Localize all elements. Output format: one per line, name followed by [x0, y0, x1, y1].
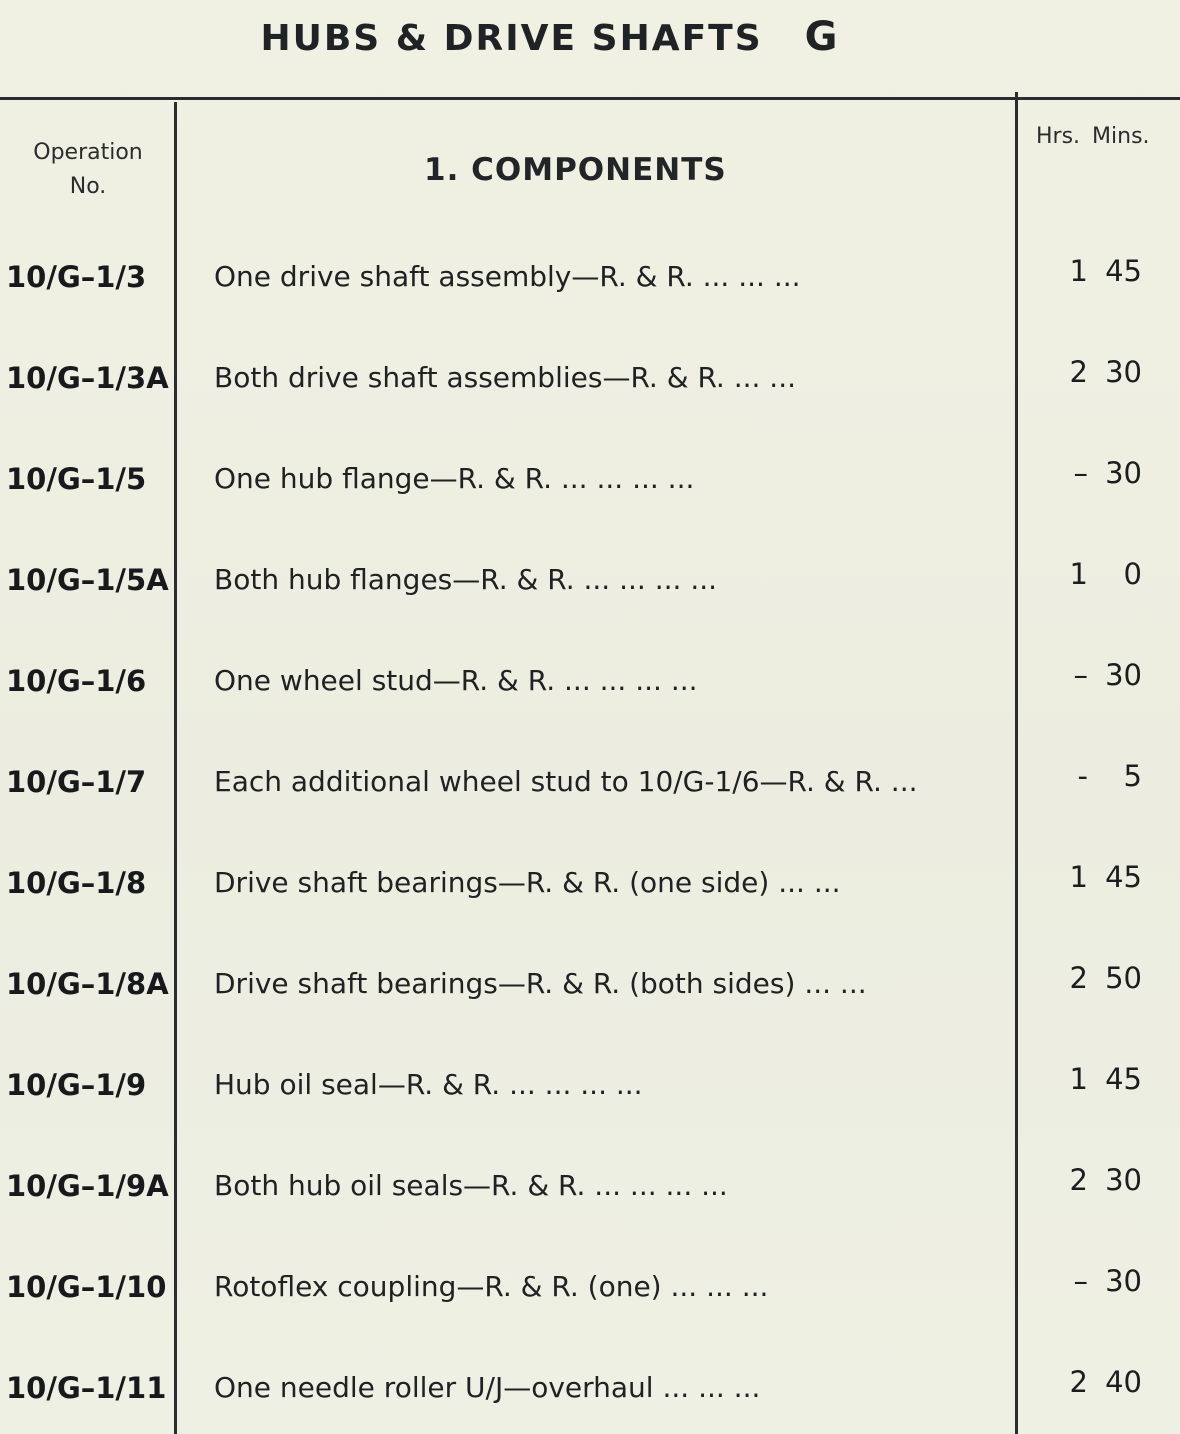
table-row	[0, 456, 1180, 522]
table-row	[0, 759, 1180, 825]
operation-number: 10/G–1/11	[6, 1371, 167, 1405]
time-column-header	[1036, 124, 1150, 149]
table-row	[0, 961, 1180, 1027]
operation-header-line1: Operation	[33, 140, 143, 165]
section-letter: G	[804, 14, 840, 60]
page-title	[0, 14, 1100, 60]
minutes-value: 0	[1123, 557, 1142, 591]
table-row	[0, 1365, 1180, 1431]
operation-description: Hub oil seal—R. & R. ... ... ... ...	[214, 1068, 643, 1101]
table-row	[0, 658, 1180, 724]
minutes-value: 30	[1105, 456, 1142, 490]
hours-value: 2	[1069, 355, 1088, 389]
operation-header-line2: No.	[69, 174, 107, 199]
operation-number: 10/G–1/3	[6, 260, 147, 294]
operation-description: One wheel stud—R. & R. ... ... ... ...	[214, 664, 698, 697]
operation-description: Both hub flanges—R. & R. ... ... ... ...	[214, 563, 718, 596]
page-title-text: HUBS & DRIVE SHAFTS	[260, 18, 763, 59]
top-rule	[0, 97, 1180, 100]
operation-column-header	[0, 136, 176, 204]
minutes-value: 30	[1105, 1264, 1142, 1298]
hours-value: –	[1073, 658, 1088, 692]
operation-description: Drive shaft bearings—R. & R. (one side) ... ...	[214, 866, 841, 899]
minutes-value: 45	[1105, 860, 1142, 894]
minutes-value: 5	[1123, 759, 1142, 793]
hours-value: 2	[1069, 961, 1088, 995]
minutes-value: 40	[1105, 1365, 1142, 1399]
operation-description: Each additional wheel stud to 10/G-1/6—R. & R. ...	[214, 765, 918, 798]
operation-description: Rotoflex coupling—R. & R. (one) ... ... ...	[214, 1270, 769, 1303]
minutes-value: 30	[1105, 1163, 1142, 1197]
mins-header: Mins.	[1092, 124, 1150, 149]
hours-value: –	[1073, 456, 1088, 490]
operation-description: One needle roller U/J—overhaul ... ... ...	[214, 1371, 761, 1404]
operation-description: Both hub oil seals—R. & R. ... ... ... ...	[214, 1169, 728, 1202]
operation-number: 10/G–1/8A	[6, 967, 169, 1001]
hrs-header: Hrs.	[1036, 124, 1081, 149]
hours-value: -	[1077, 759, 1088, 793]
operation-number: 10/G–1/7	[6, 765, 147, 799]
operation-number: 10/G–1/8	[6, 866, 147, 900]
operation-number: 10/G–1/10	[6, 1270, 167, 1304]
operation-number: 10/G–1/6	[6, 664, 147, 698]
table-row	[0, 254, 1180, 320]
operation-number: 10/G–1/9A	[6, 1169, 169, 1203]
hours-value: 2	[1069, 1163, 1088, 1197]
table-row	[0, 1163, 1180, 1229]
minutes-value: 45	[1105, 1062, 1142, 1096]
table-row	[0, 557, 1180, 623]
operation-number: 10/G–1/3A	[6, 361, 169, 395]
operation-description: Drive shaft bearings—R. & R. (both sides) ... ...	[214, 967, 867, 1000]
table-row	[0, 1062, 1180, 1128]
hours-value: 1	[1069, 860, 1088, 894]
hours-value: 1	[1069, 254, 1088, 288]
hours-value: 1	[1069, 557, 1088, 591]
hours-value: 2	[1069, 1365, 1088, 1399]
operation-description: One hub flange—R. & R. ... ... ... ...	[214, 462, 695, 495]
hours-value: –	[1073, 1264, 1088, 1298]
hours-value: 1	[1069, 1062, 1088, 1096]
table-row	[0, 1264, 1180, 1330]
operation-number: 10/G–1/9	[6, 1068, 147, 1102]
minutes-value: 30	[1105, 355, 1142, 389]
minutes-value: 50	[1105, 961, 1142, 995]
operation-number: 10/G–1/5	[6, 462, 147, 496]
minutes-value: 45	[1105, 254, 1142, 288]
table-row	[0, 355, 1180, 421]
operation-description: One drive shaft assembly—R. & R. ... ... ...	[214, 260, 801, 293]
minutes-value: 30	[1105, 658, 1142, 692]
table-row	[0, 860, 1180, 926]
section-heading: 1. COMPONENTS	[424, 152, 727, 188]
operation-number: 10/G–1/5A	[6, 563, 169, 597]
operation-description: Both drive shaft assemblies—R. & R. ... ...	[214, 361, 796, 394]
